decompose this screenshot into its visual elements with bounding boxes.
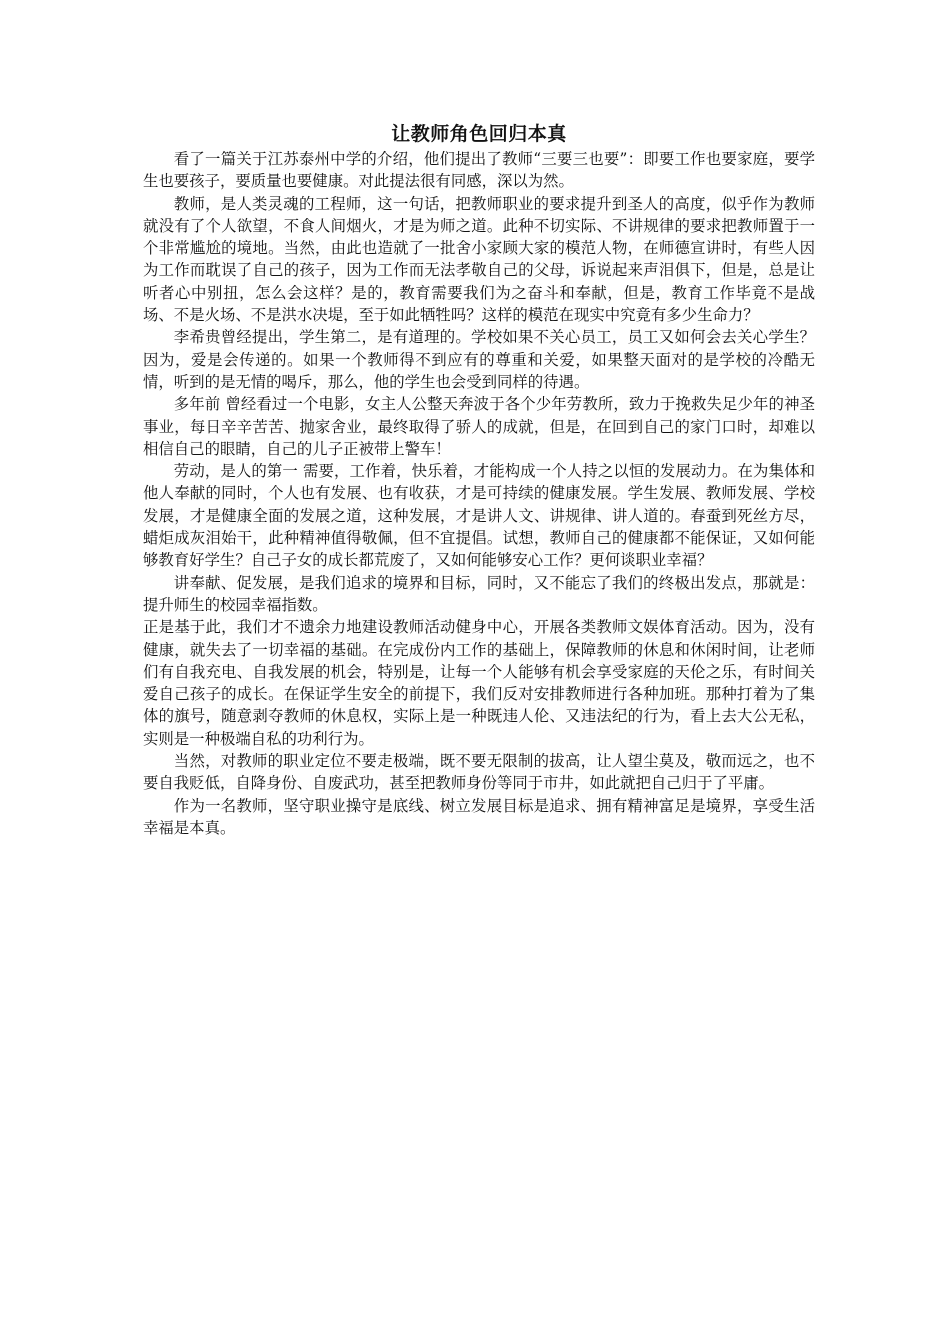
paragraph-2: 教师，是人类灵魂的工程师，这一句话，把教师职业的要求提升到圣人的高度，似乎作为教师就没有了个人欲望，不食人间烟火，才是为师之道。此种不切实际、不讲规律的要求把教师置于一个非常尴尬的境地。当然，由此也造就了一批舍小家顾大家的模范人物，在师德宣讲时，有些人因为工作而耽误了自己的孩子，因为工作而无法孝敬自己的父母，诉说起来声泪俱下，但是，总是让听者心中别扭，怎么会这样？是的，教育需要我们为之奋斗和奉献，但是，教育工作毕竟不是战场、不是火场、不是洪水决堤，至于如此牺牲吗？这样的模范在现实中究竟有多少生命力？ [143,194,815,325]
paragraph-9: 作为一名教师，坚守职业操守是底线、树立发展目标是追求、拥有精神富足是境界，享受生活幸福是本真。 [143,796,815,837]
paragraph-8: 当然，对教师的职业定位不要走极端，既不要无限制的拔高，让人望尘莫及，敬而远之，也不要自我贬低，自降身份、自废武功，甚至把教师身份等同于市井，如此就把自己归于了平庸。 [143,752,815,793]
paragraph-4: 多年前 曾经看过一个电影，女主人公整天奔波于各个少年劳教所，致力于挽救失足少年的神圣事业，每日辛辛苦苦、抛家舍业，最终取得了骄人的成就，但是，在回到自己的家门口时，却难以相信自己的眼睛，自己的儿子正被带上警车！ [143,395,815,458]
paragraph-5: 劳动，是人的第一 需要，工作着，快乐着，才能构成一个人持之以恒的发展动力。在为集体和他人奉献的同时，个人也有发展、也有收获，才是可持续的健康发展。学生发展、教师发展、学校发展，才是健康全面的发展之道，这种发展，才是讲人文、讲规律、讲人道的。春蚕到死丝方尽，蜡炬成灰泪始干，此种精神值得敬佩，但不宜提倡。试想，教师自己的健康都不能保证，又如何能够教育好学生？自己子女的成长都荒废了，又如何能够安心工作？更何谈职业幸福？ [143,462,815,570]
paragraph-7: 正是基于此，我们才不遗余力地建设教师活动健身中心，开展各类教师文娱体育活动。因为，没有健康，就失去了一切幸福的基础。在完成份内工作的基础上，保障教师的休息和休闲时间，让老师们有自我充电、自我发展的机会，特别是，让每一个人能够有机会享受家庭的天伦之乐，有时间关爱自己孩子的成长。在保证学生安全的前提下，我们反对安排教师进行各种加班。那种打着为了集体的旗号，随意剥夺教师的休息权，实际上是一种既违人伦、又违法纪的行为，看上去大公无私，实则是一种极端自私的功利行为。 [143,618,815,748]
paragraph-1: 看了一篇关于江苏泰州中学的介绍，他们提出了教师“三要三也要”：即要工作也要家庭，要学生也要孩子，要质量也要健康。对此提法很有同感，深以为然。 [143,150,815,191]
paragraph-6: 讲奉献、促发展，是我们追求的境界和目标，同时，又不能忘了我们的终极出发点，那就是：提升师生的校园幸福指数。 [143,573,815,614]
document-page [143,120,815,839]
paragraph-3: 李希贵曾经提出，学生第二，是有道理的。学校如果不关心员工，员工又如何会去关心学生？因为，爱是会传递的。如果一个教师得不到应有的尊重和关爱，如果整天面对的是学校的冷酷无情，听到的是无情的喝斥，那么，他的学生也会受到同样的待遇。 [143,328,815,391]
document-title: 让教师角色回归本真 [391,123,567,145]
